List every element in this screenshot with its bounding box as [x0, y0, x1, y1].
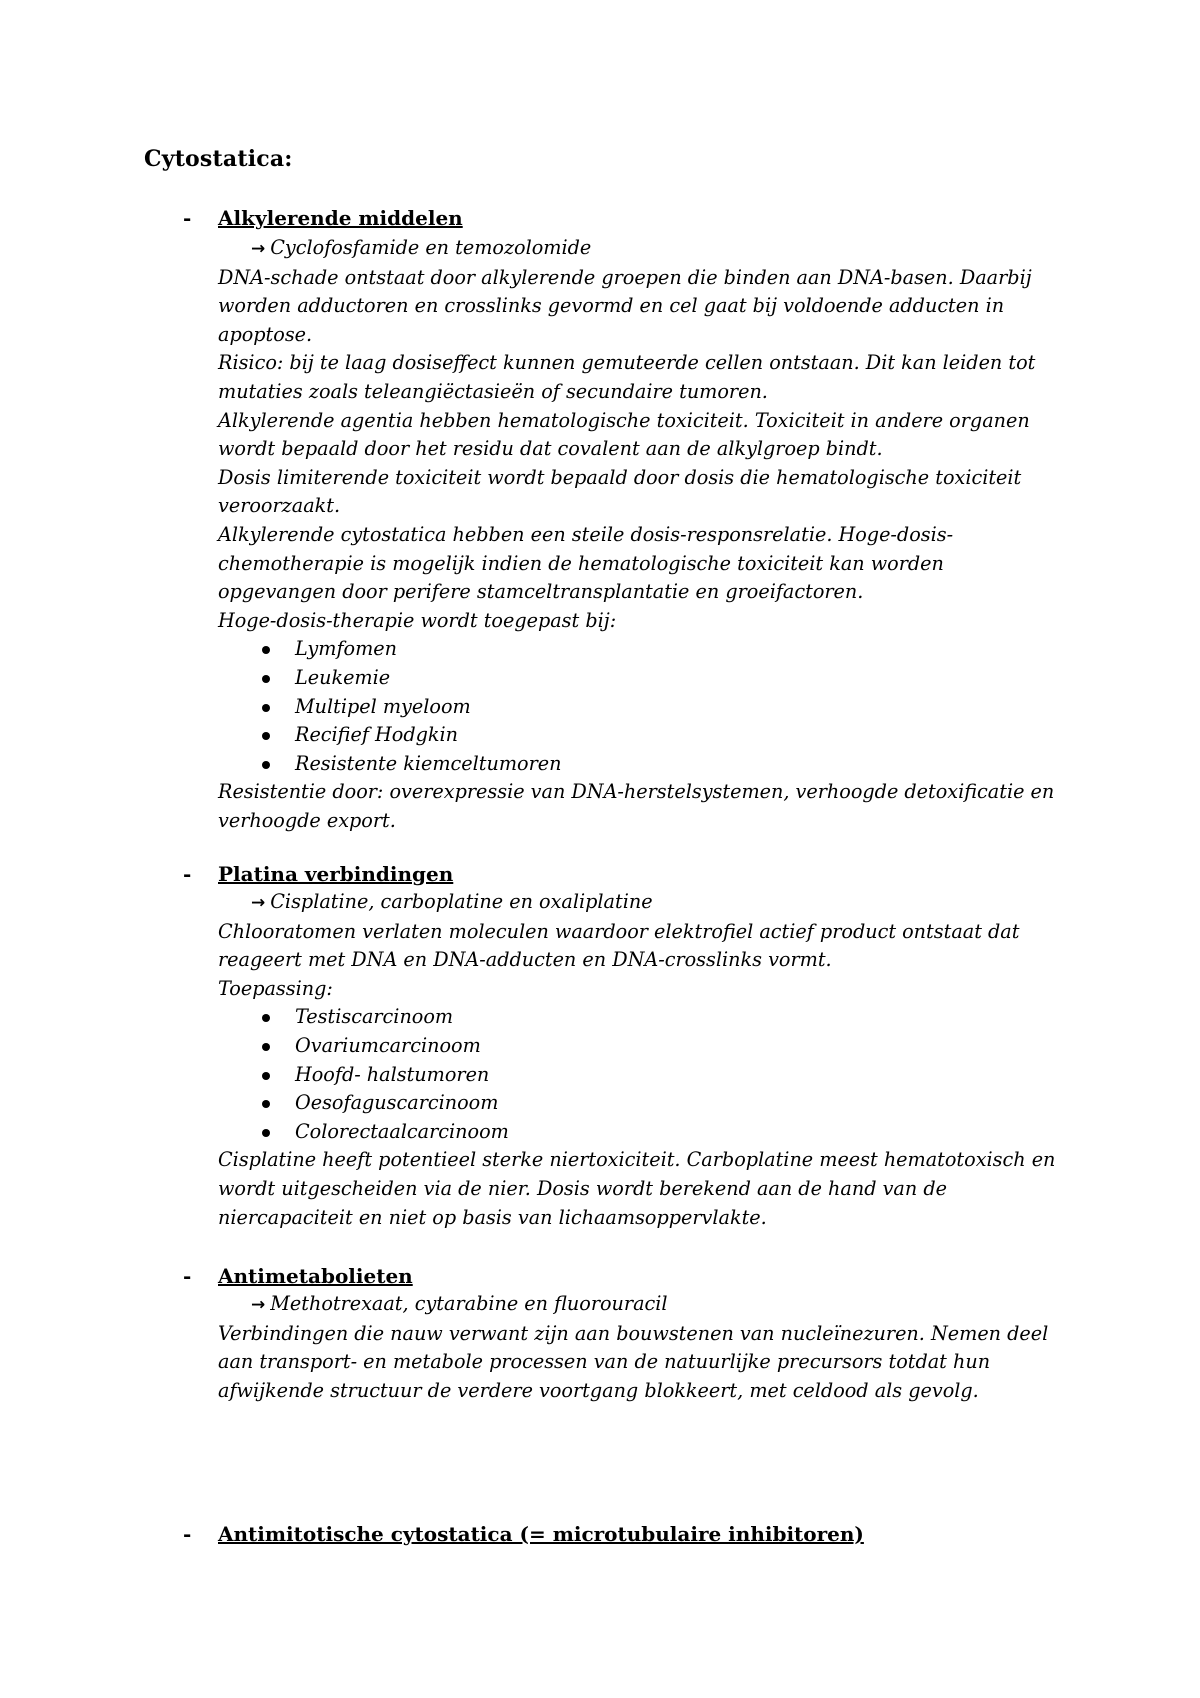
examples-text: Methotrexaat, cytarabine en fluorouracil	[270, 1292, 668, 1315]
list-item-text: Colorectaalcarcinoom	[295, 1119, 509, 1143]
paragraph: DNA-schade ontstaat door alkylerende groepen die binden aan DNA-basen. Daarbij worden adductoren en crosslinks gevormd en cel gaat bij voldoende adducten in apoptose.	[218, 265, 1032, 346]
paragraph: Risico: bij te laag dosiseffect kunnen gemuteerde cellen ontstaan. Dit kan leiden tot mutaties zoals teleangiëctasieën of secundaire tumoren.	[218, 351, 1036, 403]
bullet-icon	[262, 1014, 270, 1022]
bullet-icon	[262, 1072, 270, 1080]
paragraph: Cisplatine heeft potentieel sterke niertoxiciteit. Carboplatine meest hematotoxisch en wordt uitgescheiden via de nier. Dosis wordt berekend aan de hand van de niercapaciteit en niet op basis van lichaamsoppervlakte.	[218, 1148, 1056, 1229]
section-body	[218, 1290, 1068, 1405]
paragraph: Hoge-dosis-therapie wordt toegepast bij:	[218, 608, 617, 632]
section-body	[218, 234, 1068, 835]
examples-line	[218, 888, 1068, 918]
paragraph: Dosis limiterende toxiciteit wordt bepaald door dosis die hematologische toxiciteit veroorzaakt.	[218, 465, 1022, 518]
arrow-right-icon: →	[251, 239, 266, 259]
bullet-icon	[262, 761, 270, 769]
list-item-text: Multipel myeloom	[295, 694, 471, 718]
bullet-icon	[262, 1129, 270, 1137]
paragraph: Toepassing:	[218, 976, 333, 1000]
bullet-icon	[262, 732, 270, 740]
arrow-right-icon: →	[251, 893, 266, 913]
section-heading: Platina verbindingen	[218, 862, 454, 886]
list-item-text: Oesofaguscarcinoom	[295, 1091, 499, 1115]
page-title: Cytostatica:	[144, 146, 293, 172]
examples-line	[218, 234, 1068, 264]
list-item	[218, 750, 1068, 779]
section-dash: -	[183, 206, 192, 230]
examples-line	[218, 1290, 1068, 1320]
examples-text: Cisplatine, carboplatine en oxaliplatine	[270, 890, 653, 913]
section-heading: Alkylerende middelen	[218, 206, 463, 230]
section-body	[218, 888, 1068, 1232]
bullet-icon	[262, 1043, 270, 1051]
list-item-text: Testiscarcinoom	[295, 1005, 454, 1029]
section-dash: -	[183, 1522, 192, 1546]
section-dash: -	[183, 1264, 192, 1288]
section-dash: -	[183, 862, 192, 886]
arrow-right-icon: →	[251, 1295, 266, 1315]
list-item	[218, 693, 1068, 722]
list-item-text: Hoofd- halstumoren	[295, 1062, 490, 1086]
list-item	[218, 721, 1068, 750]
list-item	[218, 1003, 1068, 1032]
section-heading: Antimitotische cytostatica (= microtubulaire inhibitoren)	[218, 1522, 864, 1546]
bullet-icon	[262, 1100, 270, 1108]
bullet-list	[218, 1003, 1068, 1146]
paragraph: Resistentie door: overexpressie van DNA-herstelsystemen, verhoogde detoxificatie en verhoogde export.	[218, 780, 1055, 832]
list-item-text: Ovariumcarcinoom	[295, 1033, 481, 1057]
list-item-text: Resistente kiemceltumoren	[295, 751, 562, 775]
bullet-icon	[262, 675, 270, 683]
list-item	[218, 1118, 1068, 1147]
list-item-text: Lymfomen	[295, 637, 397, 661]
list-item	[218, 635, 1068, 664]
list-item	[218, 1089, 1068, 1118]
list-item	[218, 664, 1068, 693]
list-item-text: Leukemie	[295, 665, 391, 689]
bullet-list	[218, 635, 1068, 778]
list-item	[218, 1032, 1068, 1061]
list-item	[218, 1061, 1068, 1090]
bullet-icon	[262, 704, 270, 712]
section-heading: Antimetabolieten	[218, 1264, 413, 1288]
paragraph: Alkylerende agentia hebben hematologische toxiciteit. Toxiciteit in andere organen wordt bepaald door het residu dat covalent aan de alkylgroep bindt.	[218, 408, 1030, 461]
list-item-text: Recifief Hodgkin	[295, 723, 459, 747]
paragraph: Chlooratomen verlaten moleculen waardoor elektrofiel actief product ontstaat dat reageert met DNA en DNA-adducten en DNA-crosslinks vormt.	[218, 919, 1020, 972]
paragraph: Alkylerende cytostatica hebben een steile dosis-responsrelatie. Hoge-dosis-chemotherapie is mogelijk indien de hematologische toxiciteit kan worden opgevangen door perifere stamceltransplantatie en groeifactoren.	[218, 522, 954, 604]
bullet-icon	[262, 646, 270, 654]
paragraph: Verbindingen die nauw verwant zijn aan bouwstenen van nucleïnezuren. Nemen deel aan transport- en metabole processen van de natuurlijke precursors totdat hun afwijkende structuur de verdere voortgang blokkeert, met celdood als gevolg.	[218, 1321, 1049, 1402]
examples-text: Cyclofosfamide en temozolomide	[270, 236, 592, 259]
